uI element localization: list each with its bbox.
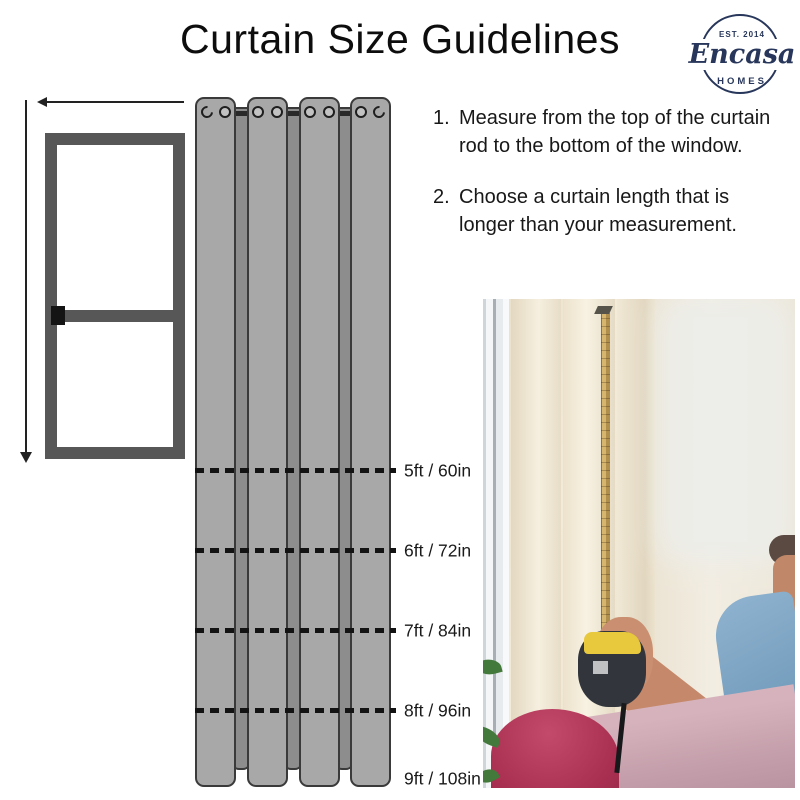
measuring-photo [483, 299, 795, 788]
photo-tape-measure-label [593, 661, 608, 674]
size-label-6ft: 6ft / 72in [404, 540, 472, 561]
window-pane-top [57, 145, 173, 310]
instruction-step-1 [433, 104, 781, 160]
curtain-panel [350, 97, 391, 787]
photo-tape-markings [601, 313, 610, 655]
grommet-icon [304, 106, 316, 118]
size-dash-line-5ft [195, 468, 396, 473]
grommet-icon [252, 106, 264, 118]
size-label-5ft: 5ft / 60in [404, 460, 472, 481]
grommet-icon [355, 106, 367, 118]
logo-homes-text: HOMES [717, 76, 767, 87]
instruction-step-2 [433, 183, 781, 239]
page-title: Curtain Size Guidelines [180, 16, 620, 62]
width-measure-line [46, 101, 184, 103]
curtain-illustration [195, 97, 391, 787]
photo-tape-measure-band [584, 632, 641, 654]
grommet-icon [323, 106, 335, 118]
grommet-icon [271, 106, 283, 118]
curtain-panel [247, 97, 288, 787]
grommet-ring-icon [199, 104, 216, 121]
instruction-text: Choose a curtain length that is longer than your measurement. [459, 186, 737, 236]
instruction-text: Measure from the top of the curtain rod to the bottom of the window. [459, 107, 771, 157]
instruction-number: 1. [433, 107, 450, 129]
photo-window-frame [483, 299, 509, 788]
size-dash-line-7ft [195, 628, 396, 633]
photo-window-light [679, 317, 771, 542]
logo-established-text: EST. 2014 [719, 30, 765, 39]
grommet-ring-icon [371, 104, 388, 121]
size-label-7ft: 7ft / 84in [404, 620, 472, 641]
size-label-8ft: 8ft / 96in [404, 700, 472, 721]
window-pane-bottom [57, 322, 173, 447]
logo-brand-name: Encasa [686, 39, 799, 70]
grommet-icon [219, 106, 231, 118]
curtain-panel [195, 97, 236, 787]
size-dash-line-6ft [195, 548, 396, 553]
brand-logo [688, 8, 796, 100]
size-dash-line-8ft [195, 708, 396, 713]
height-measure-line [25, 100, 27, 452]
window-lock [51, 306, 65, 325]
left-arrow-icon [37, 97, 47, 107]
down-arrow-icon [20, 452, 32, 463]
instruction-list [433, 104, 781, 262]
instruction-number: 2. [433, 186, 450, 208]
window-illustration [45, 133, 185, 459]
size-label-9ft: 9ft / 108in [404, 768, 481, 789]
curtain-panel [299, 97, 340, 787]
